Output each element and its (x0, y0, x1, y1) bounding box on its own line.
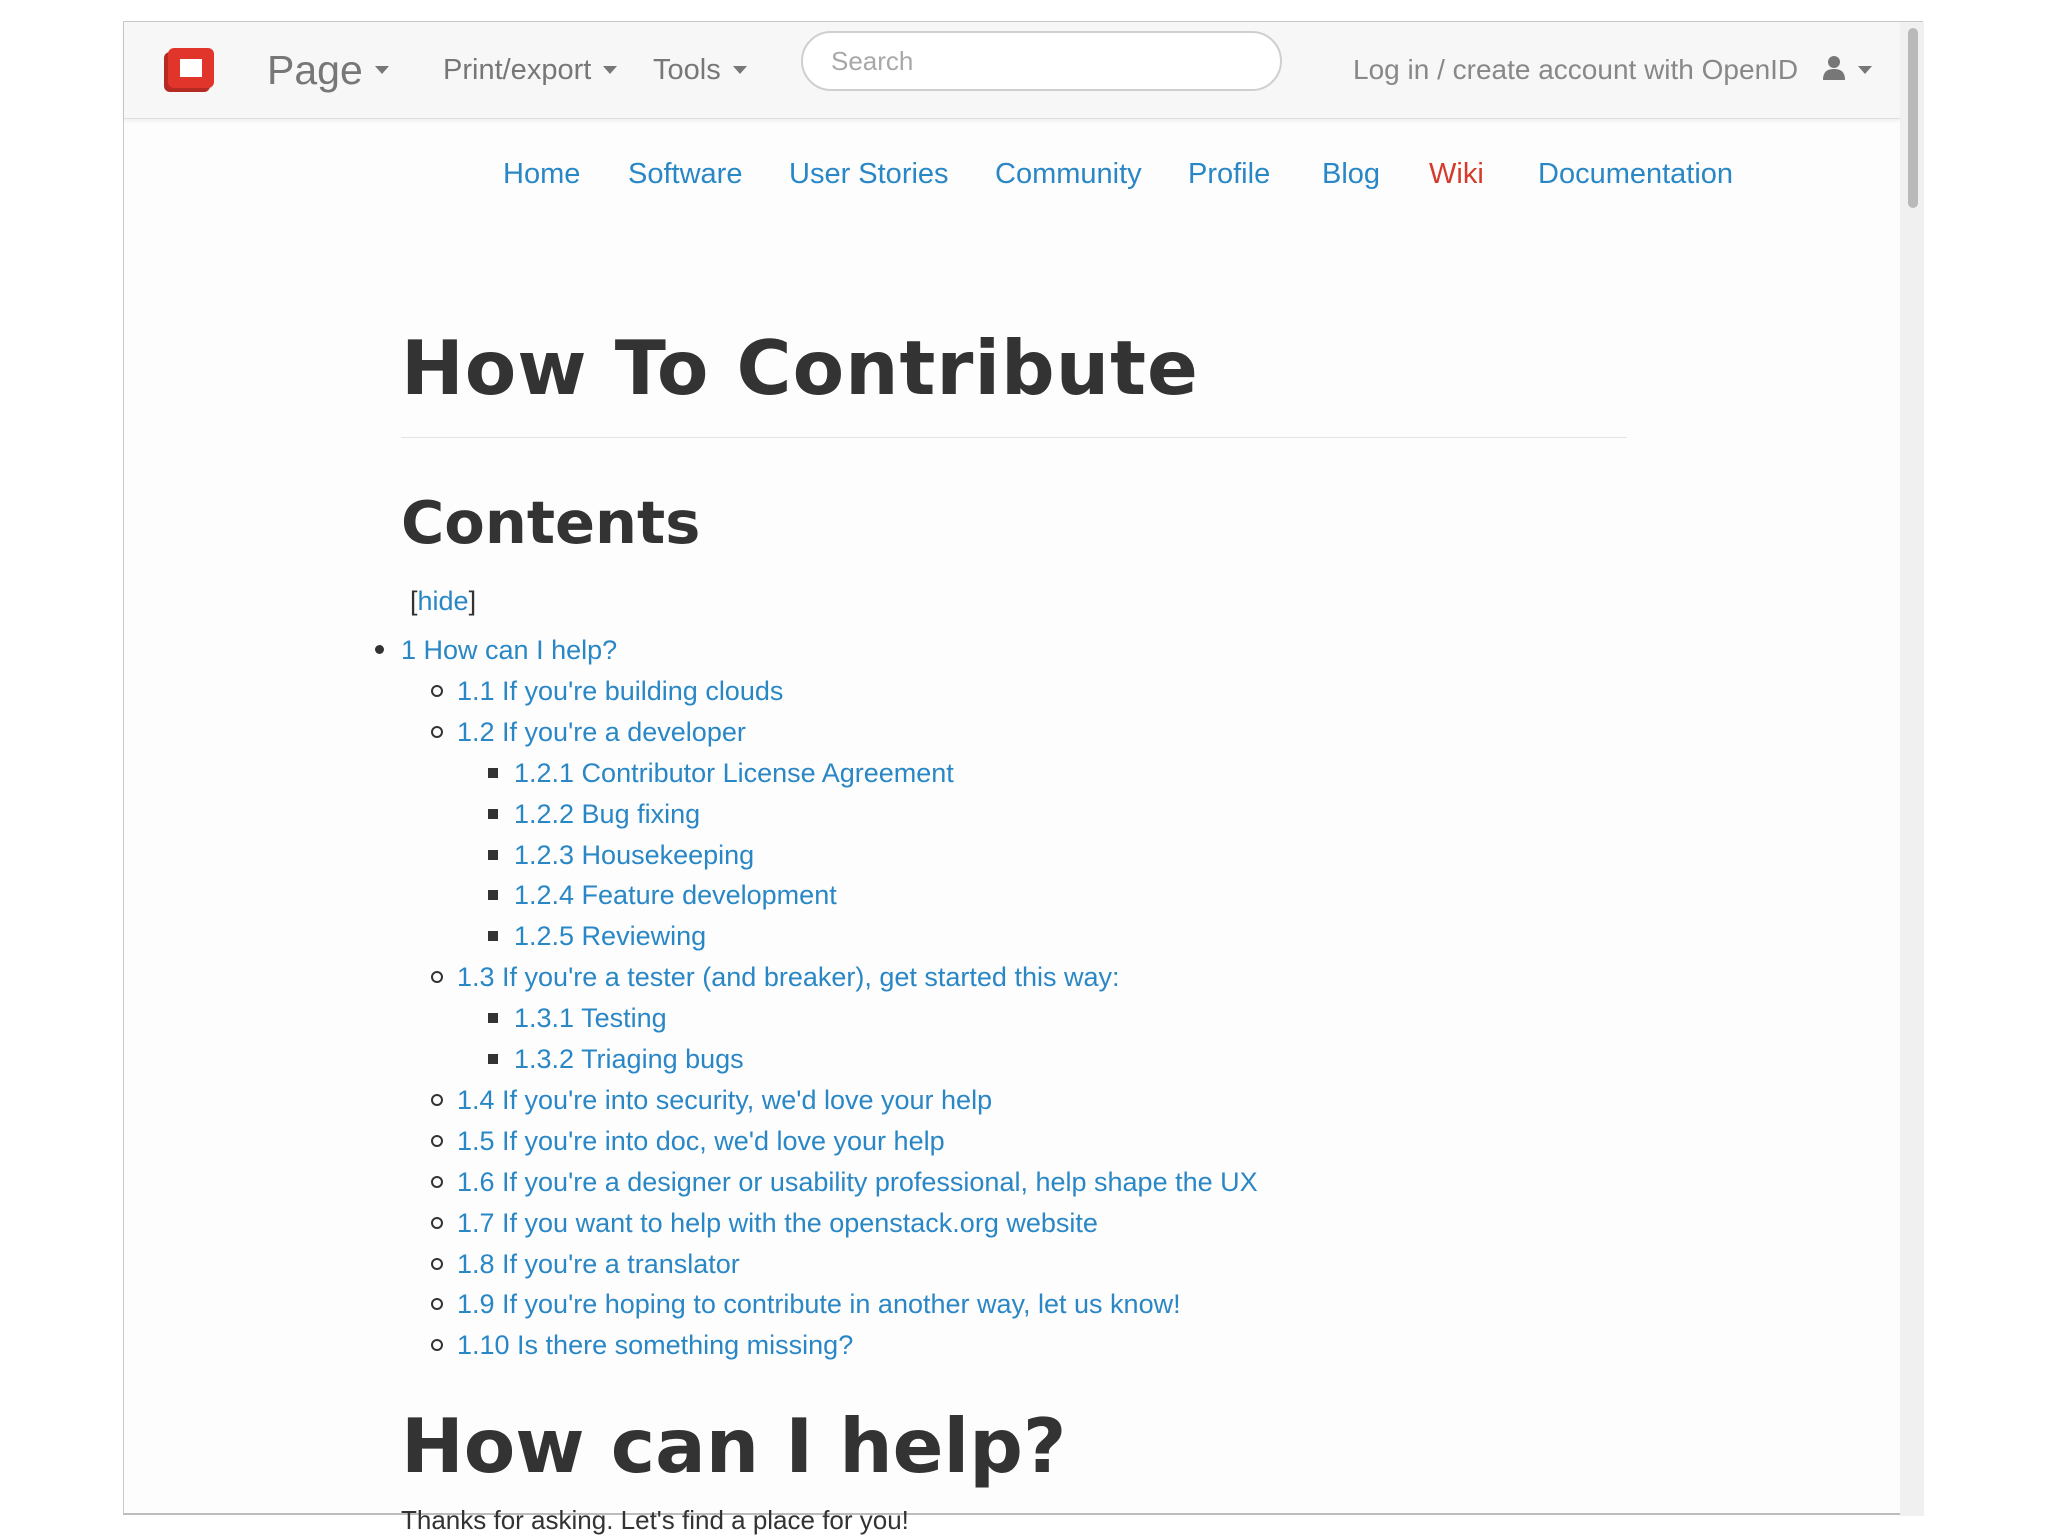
toc-item-level-2 (457, 1121, 945, 1162)
toc-link[interactable]: 1.3 If you're a tester (and breaker), get started this way: (457, 962, 1120, 993)
toc-item-level-3 (514, 753, 954, 794)
tools-menu[interactable] (653, 22, 747, 118)
tools-menu-label: Tools (653, 53, 721, 86)
toc-item-level-2 (457, 1203, 1098, 1244)
toc-link[interactable]: 1.10 Is there something missing? (457, 1330, 854, 1361)
chevron-down-icon (375, 66, 389, 74)
toc-item-level-3 (514, 875, 837, 916)
toc-hide-link[interactable]: hide (417, 586, 469, 616)
active-tab-indicator (124, 182, 1900, 276)
toc-link[interactable]: 1.5 If you're into doc, we'd love your help (457, 1125, 945, 1156)
toc-heading: Contents (401, 488, 701, 557)
chevron-down-icon (603, 66, 617, 74)
page-title: How To Contribute (401, 324, 1199, 412)
toc-link[interactable]: 1.2.4 Feature development (514, 880, 837, 911)
toc-item-level-2 (457, 1325, 853, 1366)
toc-item-level-2 (457, 671, 783, 712)
toc-link[interactable]: 1.6 If you're a designer or usability professional, help shape the UX (457, 1166, 1258, 1197)
nav-user-stories[interactable]: User Stories (789, 158, 949, 190)
nav-software[interactable]: Software (628, 158, 743, 190)
bullet-square-icon (488, 890, 498, 900)
toc-item-level-2 (457, 1162, 1258, 1203)
bullet-circle-icon (431, 1258, 443, 1270)
bullet-circle-icon (431, 726, 443, 738)
user-menu-button[interactable] (1822, 22, 1872, 118)
toc-item-level-3 (514, 835, 754, 876)
vertical-scrollbar[interactable] (1900, 22, 1924, 1516)
bullet-square-icon (488, 1013, 498, 1023)
bullet-circle-icon (431, 971, 443, 983)
bullet-circle-icon (431, 685, 443, 697)
toc-item-level-2 (457, 1244, 740, 1285)
bullet-circle-icon (431, 1094, 443, 1106)
toc-item-level-3 (514, 916, 706, 957)
page-menu[interactable] (267, 22, 389, 118)
toc-link[interactable]: 1.9 If you're hoping to contribute in another way, let us know! (457, 1289, 1181, 1320)
chevron-down-icon (733, 66, 747, 74)
nav-blog[interactable]: Blog (1322, 158, 1381, 190)
bullet-square-icon (488, 768, 498, 778)
bullet-square-icon (488, 809, 498, 819)
toc-item-level-2 (457, 712, 746, 753)
toc-link[interactable]: 1 How can I help? (401, 635, 618, 665)
toc-link[interactable]: 1.8 If you're a translator (457, 1248, 740, 1279)
toc-link[interactable]: 1.7 If you want to help with the openstack.org website (457, 1207, 1098, 1238)
toc-link[interactable]: 1.3.1 Testing (514, 1003, 667, 1034)
print-export-label: Print/export (443, 53, 592, 86)
bullet-circle-icon (431, 1217, 443, 1229)
bullet-disc-icon (375, 645, 384, 654)
nav-wiki[interactable]: Wiki (1429, 158, 1484, 190)
nav-profile[interactable]: Profile (1188, 158, 1271, 190)
toc-item-level-2 (457, 957, 1119, 998)
toc-toggle-open-bracket: [ (410, 586, 418, 616)
browser-window (123, 21, 1923, 1535)
scrollbar-thumb[interactable] (1908, 28, 1918, 208)
bullet-circle-icon (431, 1339, 443, 1351)
bullet-circle-icon (431, 1135, 443, 1147)
toc-item-level-2 (457, 1284, 1181, 1325)
toc-link[interactable]: 1.2.2 Bug fixing (514, 798, 701, 829)
user-icon (1822, 55, 1846, 86)
bullet-square-icon (488, 850, 498, 860)
section-heading: How can I help? (401, 1402, 1067, 1490)
toc-link[interactable]: 1.1 If you're building clouds (457, 675, 784, 706)
toc-toggle-close-bracket: ] (468, 586, 477, 616)
toc-item-level-3 (514, 794, 700, 835)
toc-link[interactable]: 1.2.5 Reviewing (514, 921, 707, 952)
page-menu-label: Page (267, 46, 363, 93)
toc-toggle (410, 586, 476, 617)
toc-link[interactable]: 1.2.3 Housekeeping (514, 839, 755, 870)
toc-link[interactable]: 1.2 If you're a developer (457, 716, 746, 747)
toc-link[interactable]: 1.2.1 Contributor License Agreement (514, 757, 954, 788)
toc-item-level-3 (514, 1039, 744, 1080)
bullet-square-icon (488, 1054, 498, 1064)
nav-community[interactable]: Community (995, 158, 1142, 190)
nav-home[interactable]: Home (503, 158, 581, 190)
top-bar (124, 22, 1900, 119)
chevron-down-icon (1858, 66, 1872, 74)
toc-item-level-1 (401, 630, 617, 671)
login-link[interactable]: Log in / create account with OpenID (1353, 54, 1799, 85)
title-divider (401, 437, 1627, 438)
toc-item-level-3 (514, 998, 667, 1039)
print-export-menu[interactable] (443, 22, 617, 118)
bullet-square-icon (488, 931, 498, 941)
toc-link[interactable]: 1.4 If you're into security, we'd love your help (457, 1084, 993, 1115)
toc-item-level-2 (457, 1080, 992, 1121)
search-input[interactable] (801, 31, 1282, 91)
toc-link[interactable]: 1.3.2 Triaging bugs (514, 1044, 744, 1074)
bullet-circle-icon (431, 1298, 443, 1310)
section-paragraph: Thanks for asking. Let's find a place for you! (401, 1505, 909, 1535)
bullet-circle-icon (431, 1176, 443, 1188)
openstack-logo-icon[interactable] (160, 42, 216, 98)
nav-documentation[interactable]: Documentation (1538, 158, 1734, 190)
